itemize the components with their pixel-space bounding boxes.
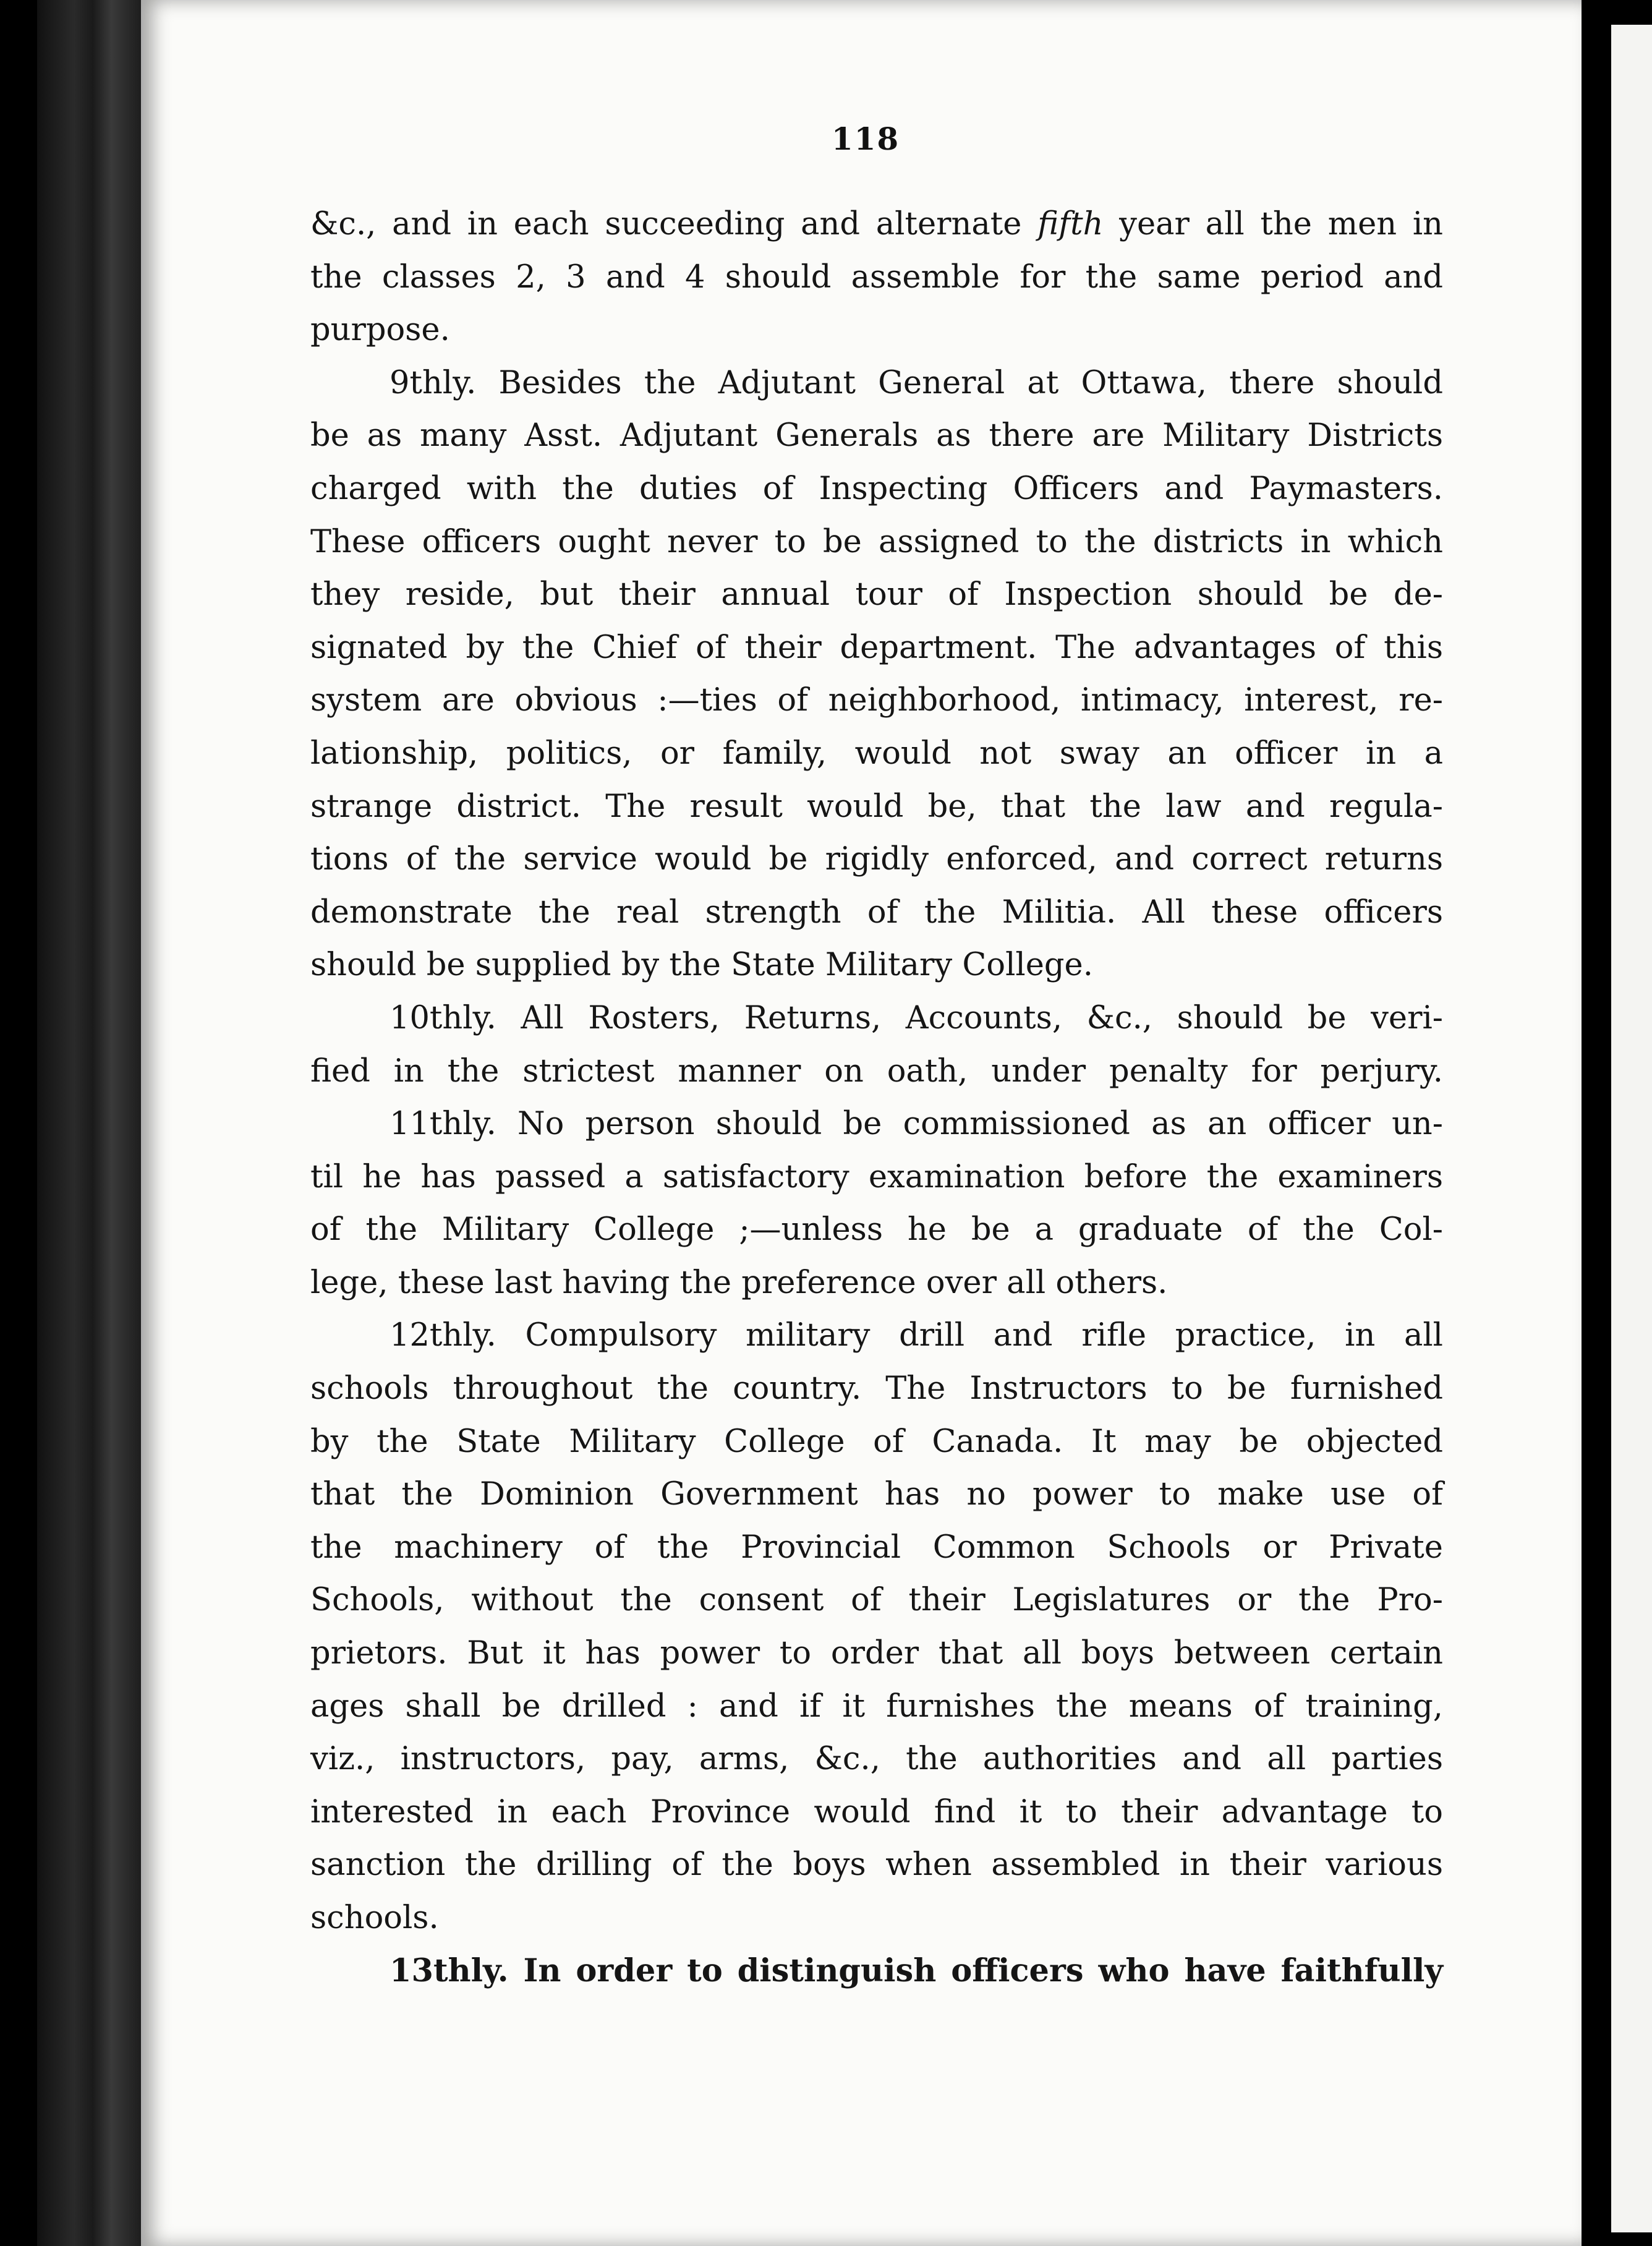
page-number: 118 [831, 121, 900, 157]
body-text [310, 198, 1443, 1997]
text-line: that the Dominion Government has no power to make use of [310, 1476, 1443, 1513]
text-line: lationship, politics, or family, would not sway an officer in a [310, 735, 1443, 772]
text-line: prietors. But it has power to order that all boys between certain [310, 1635, 1443, 1672]
text-line [310, 198, 1443, 251]
text-line: purpose. [310, 312, 450, 349]
text-line: 9thly. Besides the Adjutant General at Ottawa, there should [390, 364, 1443, 401]
text-line: strange district. The result would be, that the law and regula- [310, 788, 1443, 825]
text-line: schools throughout the country. The Instructors to be furnished [310, 1370, 1443, 1407]
text-line: signated by the Chief of their department. The advantages of this [310, 629, 1443, 666]
text-line: sanction the drilling of the boys when assembled in their various [310, 1847, 1443, 1884]
text-line: system are obvious :—ties of neighborhood, intimacy, interest, re- [310, 682, 1443, 719]
text-line: 10thly. All Rosters, Returns, Accounts, &c., should be veri- [390, 999, 1443, 1036]
text-line: schools. [310, 1900, 439, 1936]
text-line: til he has passed a satisfactory examination before the examiners [310, 1158, 1443, 1195]
text-fragment: &c., and in each succeeding and alternate [310, 206, 1038, 242]
text-line: be as many Asst. Adjutant Generals as there are Military Districts [310, 417, 1443, 455]
text-line: viz., instructors, pay, arms, &c., the authorities and all parties [310, 1741, 1443, 1778]
italic-word: fifth [1037, 206, 1104, 242]
facing-page-edge [1611, 25, 1652, 2232]
text-line: lege, these last having the preference over all others. [310, 1264, 1168, 1301]
text-line: should be supplied by the State Military College. [310, 947, 1093, 984]
text-line: tions of the service would be rigidly enforced, and correct returns [310, 841, 1443, 878]
text-line: demonstrate the real strength of the Militia. All these officers [310, 894, 1443, 931]
text-line: Schools, without the consent of their Legislatures or the Pro- [310, 1582, 1443, 1619]
text-line: the classes 2, 3 and 4 should assemble for the same period and [310, 258, 1443, 296]
text-line: they reside, but their annual tour of Inspection should be de- [310, 576, 1443, 613]
text-line: interested in each Province would find it to their advantage to [310, 1793, 1443, 1830]
text-line: 11thly. No person should be commissioned as an officer un- [390, 1106, 1443, 1143]
text-line: by the State Military College of Canada. It may be objected [310, 1423, 1443, 1460]
text-fragment: year all the men in [1103, 206, 1443, 242]
text-line: These officers ought never to be assigned to the districts in which [310, 523, 1443, 560]
text-line: fied in the strictest manner on oath, under penalty for perjury. [310, 1053, 1443, 1090]
text-line: 12thly. Compulsory military drill and rifle practice, in all [390, 1317, 1443, 1354]
text-line: ages shall be drilled : and if it furnishes the means of training, [310, 1688, 1443, 1725]
text-line: of the Military College ;—unless he be a graduate of the Col- [310, 1211, 1443, 1249]
text-line: charged with the duties of Inspecting Officers and Paymasters. [310, 470, 1443, 507]
text-line: 13thly. In order to distinguish officers who have faithfully [390, 1952, 1443, 1989]
text-line: the machinery of the Provincial Common Schools or Private [310, 1529, 1443, 1566]
